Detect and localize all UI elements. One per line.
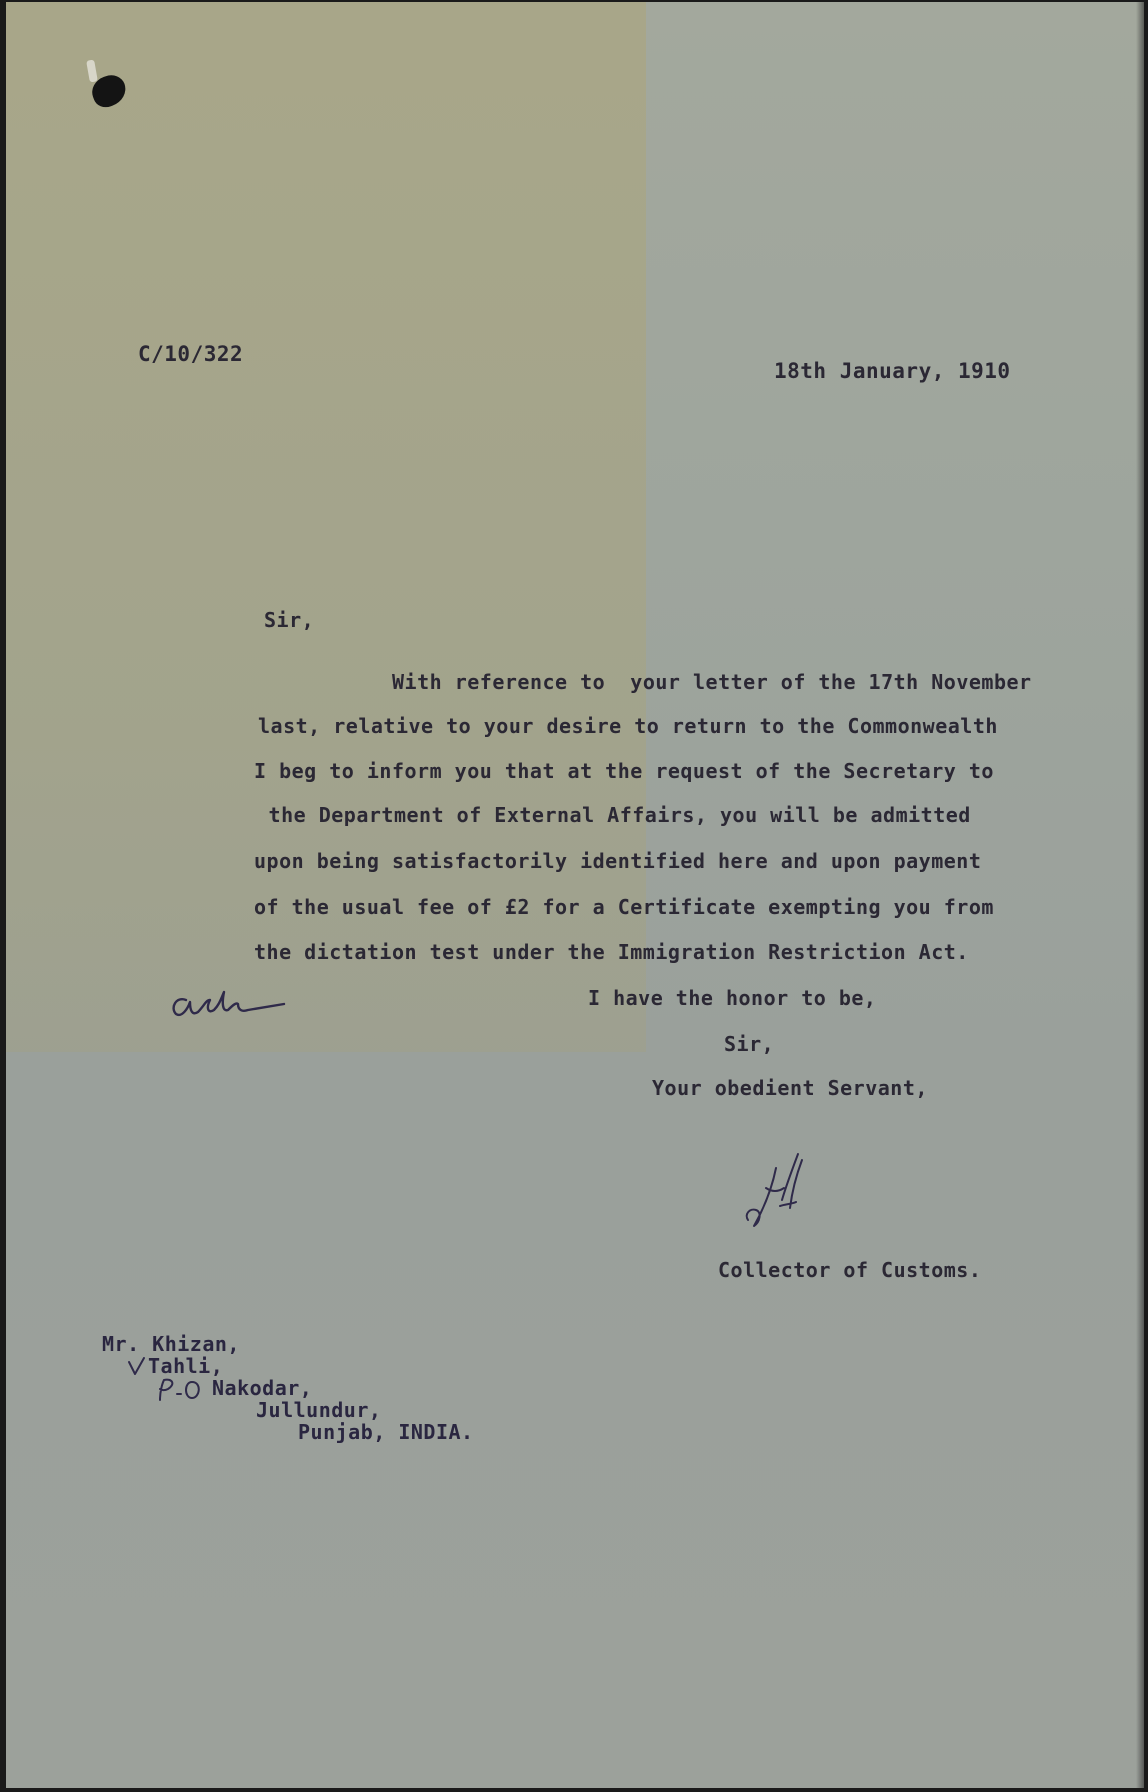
salutation: Sir, <box>264 608 315 632</box>
body-line-3: I beg to inform you that at the request of the Secretary to <box>254 759 994 783</box>
handwritten-initials <box>166 978 291 1026</box>
body-line-5: upon being satisfactorily identified here and upon payment <box>254 849 982 873</box>
closing-line-1: I have the honor to be, <box>588 986 877 1010</box>
page-edge-shadow <box>1136 2 1144 1788</box>
closing-line-3: Your obedient Servant, <box>652 1076 928 1100</box>
signature-mark <box>736 1148 806 1234</box>
body-line-6: of the usual fee of £2 for a Certificate exempting you from <box>254 895 994 919</box>
address-district: Jullundur, <box>256 1398 382 1422</box>
letter-page <box>6 2 1144 1788</box>
closing-line-2: Sir, <box>724 1032 775 1056</box>
letter-date: 18th January, 1910 <box>774 359 1011 383</box>
address-name: Mr. Khizan, <box>102 1332 240 1356</box>
po-prefix-mark <box>154 1376 210 1404</box>
signature-title: Collector of Customs. <box>718 1258 982 1282</box>
village-prefix-mark <box>126 1354 148 1378</box>
address-post-office: Nakodar, <box>212 1376 313 1400</box>
body-line-1: With reference to your letter of the 17th November <box>392 670 1032 694</box>
body-line-4: the Department of External Affairs, you will be admitted <box>256 803 971 827</box>
address-village: Tahli, <box>148 1354 224 1378</box>
reference-number: C/10/322 <box>138 342 244 366</box>
body-line-2: last, relative to your desire to return to the Commonwealth <box>258 714 998 738</box>
address-region: Punjab, INDIA. <box>298 1420 474 1444</box>
body-line-7: the dictation test under the Immigration Restriction Act. <box>254 940 969 964</box>
